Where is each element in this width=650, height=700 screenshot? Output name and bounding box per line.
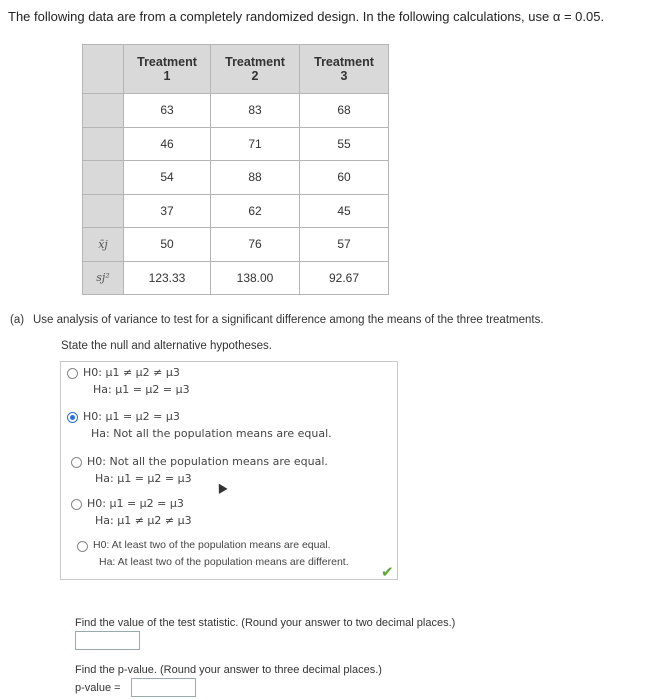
table-row: 37 62 45 bbox=[83, 194, 389, 228]
hypotheses-choices bbox=[60, 361, 398, 580]
header-treatment-3: Treatment 3 bbox=[300, 45, 389, 94]
option-4[interactable]: H0: μ1 = μ2 = μ3 Ha: μ1 ≠ μ2 ≠ μ3 bbox=[87, 497, 192, 527]
p-value-prompt: Find the p-value. (Round your answer to three decimal places.) bbox=[75, 664, 382, 676]
intro-text: The following data are from a completely randomized design. In the following calculations, use α = 0.05. bbox=[8, 9, 605, 24]
corner-cell bbox=[83, 45, 124, 94]
option-3[interactable]: H0: Not all the population means are equal. Ha: μ1 = μ2 = μ3 bbox=[87, 455, 328, 485]
option-5[interactable]: H0: At least two of the population means are equal. Ha: At least two of the population means are different. bbox=[93, 539, 349, 568]
test-statistic-prompt: Find the value of the test statistic. (Round your answer to two decimal places.) bbox=[75, 617, 456, 629]
option-3-radio[interactable] bbox=[71, 457, 82, 468]
part-a-label: (a) bbox=[10, 314, 25, 326]
means-row: x̄j 50 76 57 bbox=[83, 228, 389, 262]
variances-row: sj² 123.33 138.00 92.67 bbox=[83, 261, 389, 295]
option-2[interactable]: H0: μ1 = μ2 = μ3 Ha: Not all the population means are equal. bbox=[83, 410, 332, 440]
header-treatment-2: Treatment 2 bbox=[211, 45, 300, 94]
header-treatment-1: Treatment 1 bbox=[124, 45, 211, 94]
part-a-question: Use analysis of variance to test for a significant difference among the means of the three treatments. bbox=[33, 314, 544, 326]
test-statistic-input[interactable] bbox=[75, 631, 140, 650]
option-1-radio[interactable] bbox=[67, 368, 78, 379]
option-1[interactable]: H0: μ1 ≠ μ2 ≠ μ3 Ha: μ1 = μ2 = μ3 bbox=[83, 366, 190, 396]
hypotheses-instruction: State the null and alternative hypotheses. bbox=[61, 340, 272, 352]
table-row: 63 83 68 bbox=[83, 94, 389, 128]
p-value-input[interactable] bbox=[131, 678, 196, 697]
data-table bbox=[82, 44, 389, 295]
table-row: 54 88 60 bbox=[83, 161, 389, 195]
option-2-radio[interactable] bbox=[67, 412, 78, 423]
option-4-radio[interactable] bbox=[71, 499, 82, 510]
checkmark-icon: ✔ bbox=[381, 564, 394, 581]
table-row: 46 71 55 bbox=[83, 127, 389, 161]
p-value-label: p-value = bbox=[75, 682, 121, 694]
option-5-radio[interactable] bbox=[77, 541, 88, 552]
